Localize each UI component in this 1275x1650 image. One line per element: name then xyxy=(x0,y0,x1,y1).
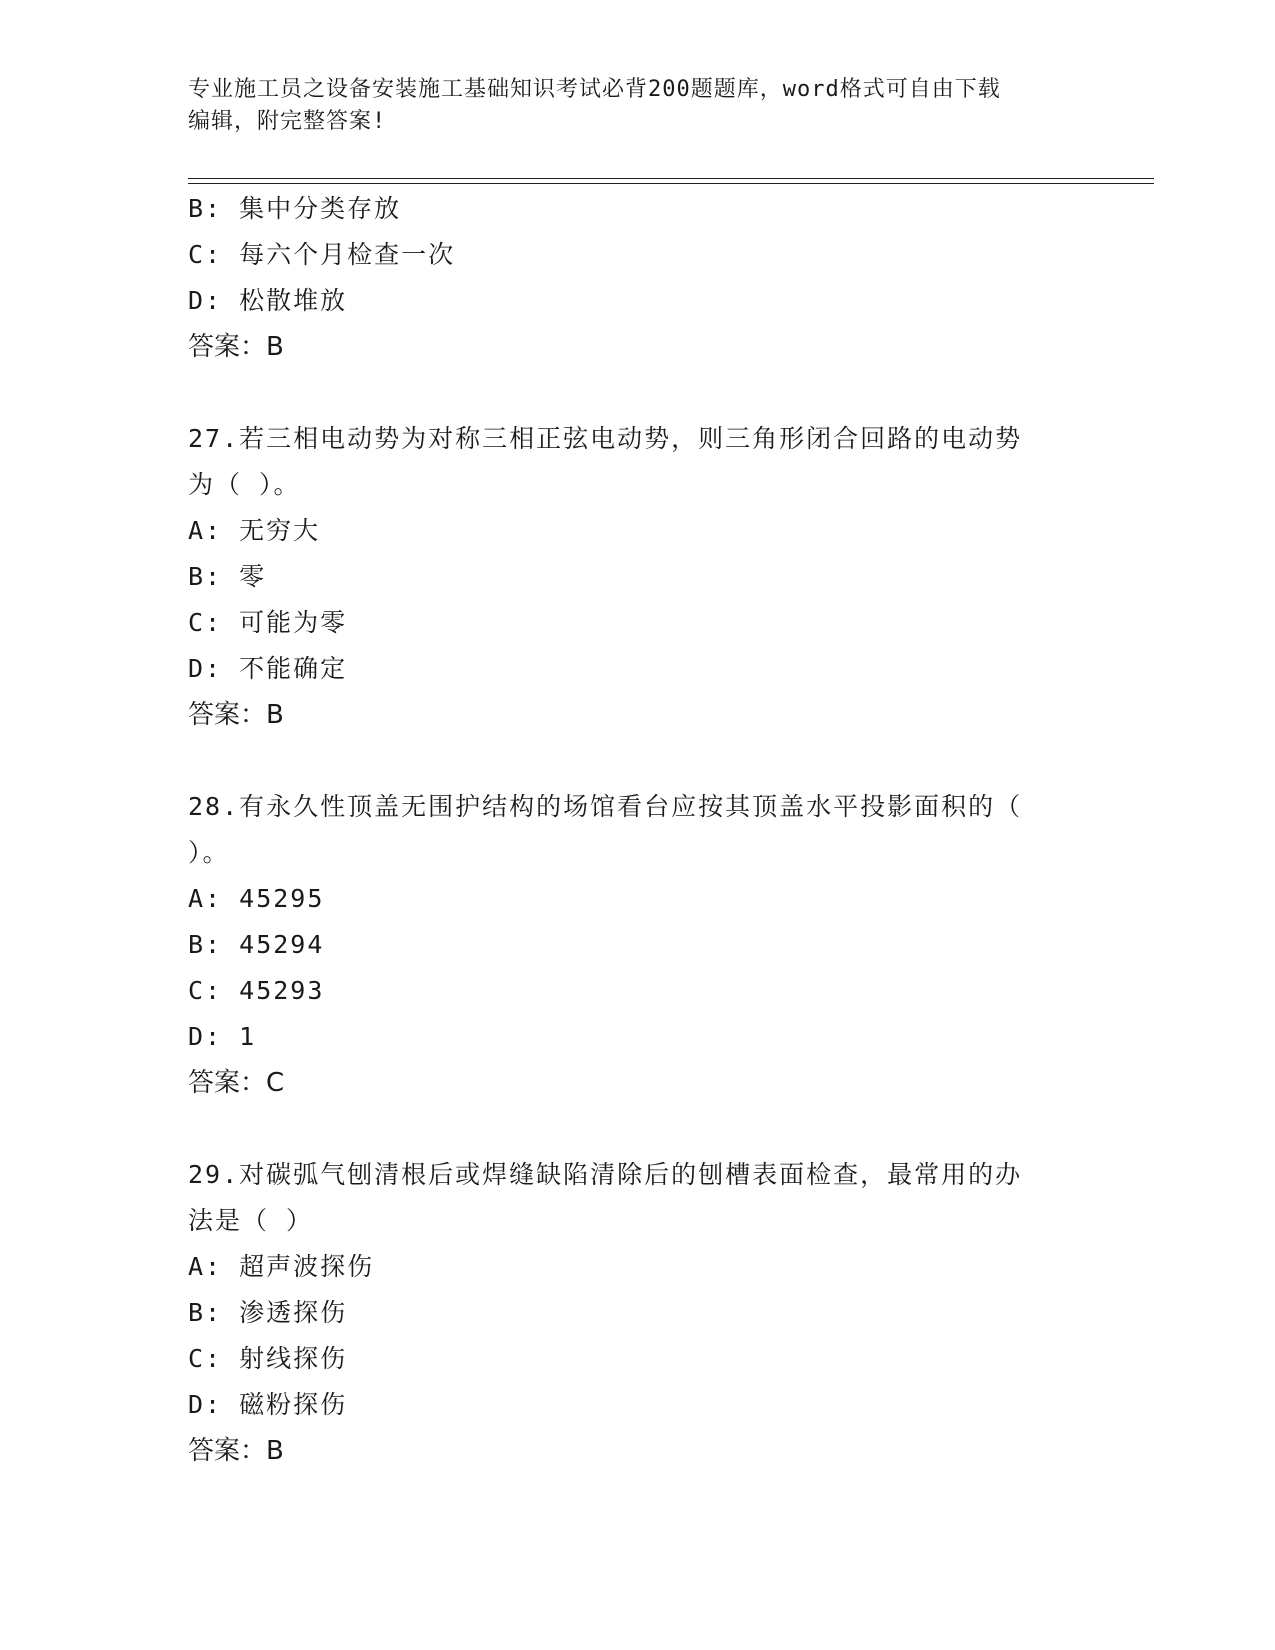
option-b: B: 渗透探伤 xyxy=(188,1298,348,1327)
question-27 xyxy=(188,416,1088,738)
option-b: B: 45294 xyxy=(188,930,325,959)
question-stem-line-1: 27.若三相电动势为对称三相正弦电动势，则三角形闭合回路的电动势 xyxy=(188,424,1023,453)
option-a: A: 45295 xyxy=(188,884,325,913)
option-c: C: 每六个月检查一次 xyxy=(188,240,456,269)
option-c: C: 射线探伤 xyxy=(188,1344,348,1373)
option-b: B: 零 xyxy=(188,562,267,591)
header-divider-bottom xyxy=(188,183,1154,184)
question-stem-line-2: 为（ ）。 xyxy=(188,470,301,499)
question-28 xyxy=(188,784,1088,1106)
option-a: A: 超声波探伤 xyxy=(188,1252,375,1281)
option-d: D: 不能确定 xyxy=(188,654,348,683)
question-stem-line-2: ）。 xyxy=(188,838,230,867)
option-d: D: 松散堆放 xyxy=(188,286,348,315)
question-stem-line-1: 28.有永久性顶盖无围护结构的场馆看台应按其顶盖水平投影面积的（ xyxy=(188,792,1023,821)
header-divider-top xyxy=(188,178,1154,179)
question-list xyxy=(188,186,1088,1474)
option-a: A: 无穷大 xyxy=(188,516,321,545)
option-d: D: 磁粉探伤 xyxy=(188,1390,348,1419)
option-c: C: 可能为零 xyxy=(188,608,348,637)
header-title-line-2: 编辑，附完整答案! xyxy=(188,109,387,134)
question-26-continued xyxy=(188,186,1088,370)
question-29 xyxy=(188,1152,1088,1474)
option-b: B: 集中分类存放 xyxy=(188,194,402,223)
option-d: D: 1 xyxy=(188,1022,257,1051)
header-title-line-1: 专业施工员之设备安装施工基础知识考试必背200题题库，word格式可自由下载 xyxy=(188,77,1001,102)
answer: 答案：C xyxy=(188,1068,285,1098)
question-stem-line-2: 法是（ ） xyxy=(188,1206,314,1235)
answer: 答案：B xyxy=(188,700,284,730)
answer: 答案：B xyxy=(188,332,284,362)
option-c: C: 45293 xyxy=(188,976,325,1005)
question-stem-line-1: 29.对碳弧气刨清根后或焊缝缺陷清除后的刨槽表面检查，最常用的办 xyxy=(188,1160,1023,1189)
document-header xyxy=(188,74,1088,138)
answer: 答案：B xyxy=(188,1436,284,1466)
